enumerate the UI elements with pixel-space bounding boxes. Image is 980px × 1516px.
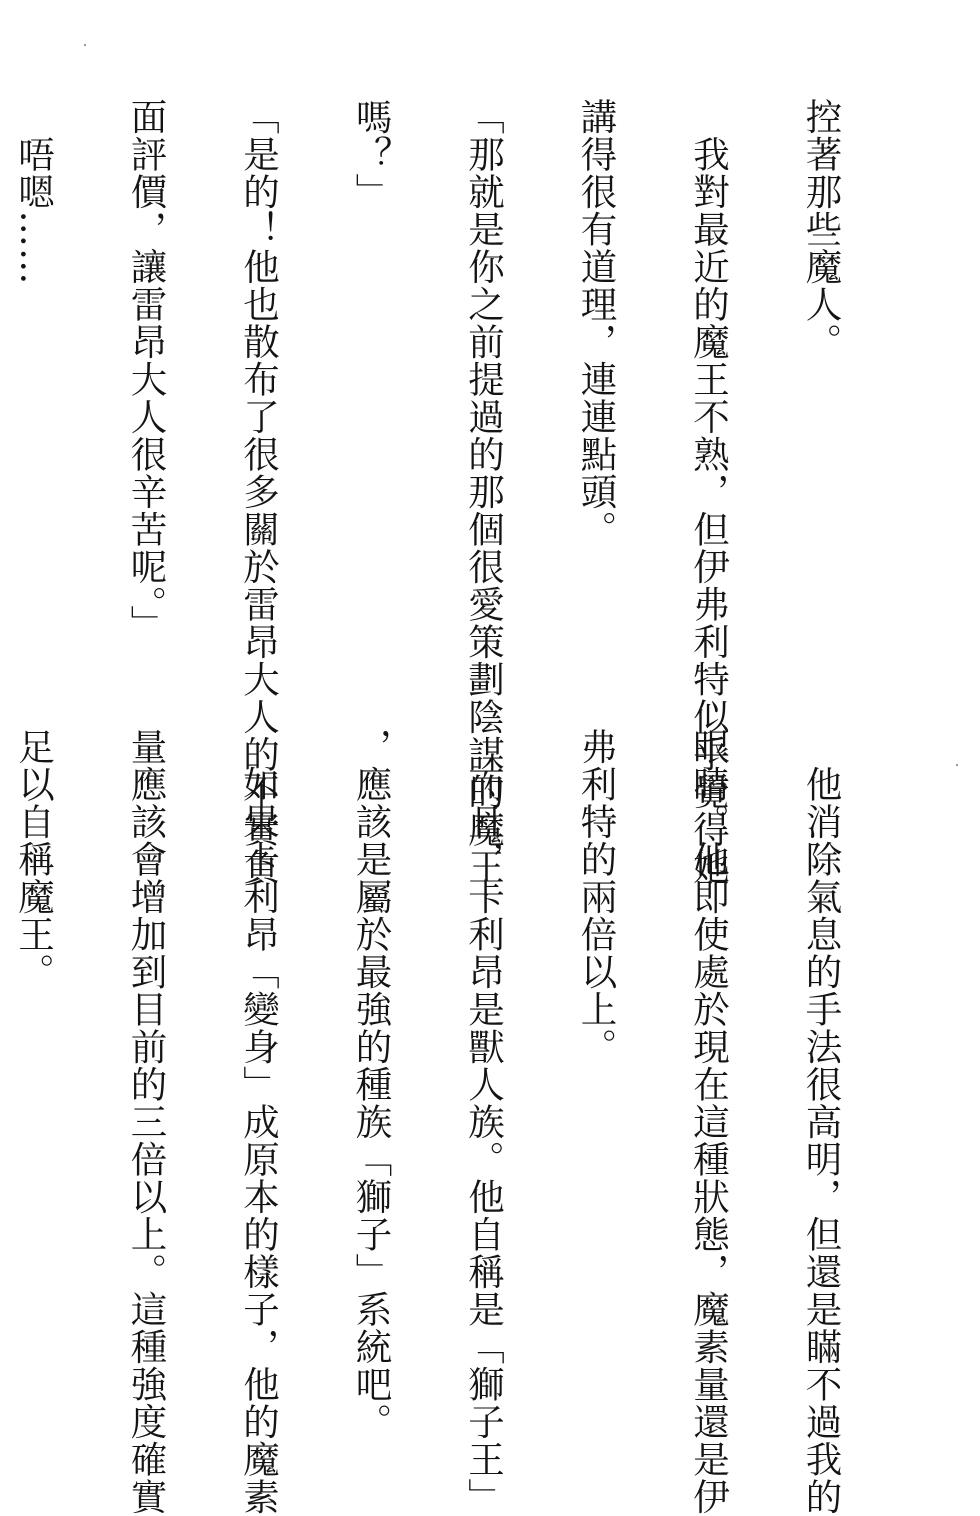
text-line: 而且，卡利昂是獸人族。他自稱是「獅子王」 [462,728,506,1516]
text-line: 弗利特的兩倍以上。 [575,728,618,1066]
text-line: 如果卡利昂「變身」成原本的樣子，他的魔素 [237,728,281,1516]
text-line: 面評價，讓雷昂大人很辛苦呢。」 [125,98,168,643]
text-line: 我對最近的魔王不熟，但伊弗利特似乎覺得她 [687,98,731,886]
lower-text-block [12,728,915,1516]
scan-speck [84,44,86,46]
text-line: 嗎？」 [350,98,393,211]
text-line: 唔嗯…… [12,98,56,286]
text-line: 足以自稱魔王。 [12,728,56,991]
scan-speck [956,764,958,766]
text-line: 控著那些魔人。 [800,98,843,361]
text-line: 「是的！他也散布了很多關於雷昂大人的不實負 [237,98,281,886]
text-line: 講得很有道理，連連點頭。 [575,98,618,548]
text-line: 「那就是你之前提過的那個很愛策劃陰謀的魔王 [462,98,506,886]
text-line: 量應該會增加到目前的三倍以上。這種強度確實 [125,728,168,1516]
text-line: 眼睛。他即使處於現在這種狀態，魔素量還是伊 [687,728,731,1516]
text-line: 他消除氣息的手法很高明，但還是瞞不過我的 [800,728,843,1516]
text-line: ，應該是屬於最強的種族「獅子」系統吧。 [350,728,393,1441]
